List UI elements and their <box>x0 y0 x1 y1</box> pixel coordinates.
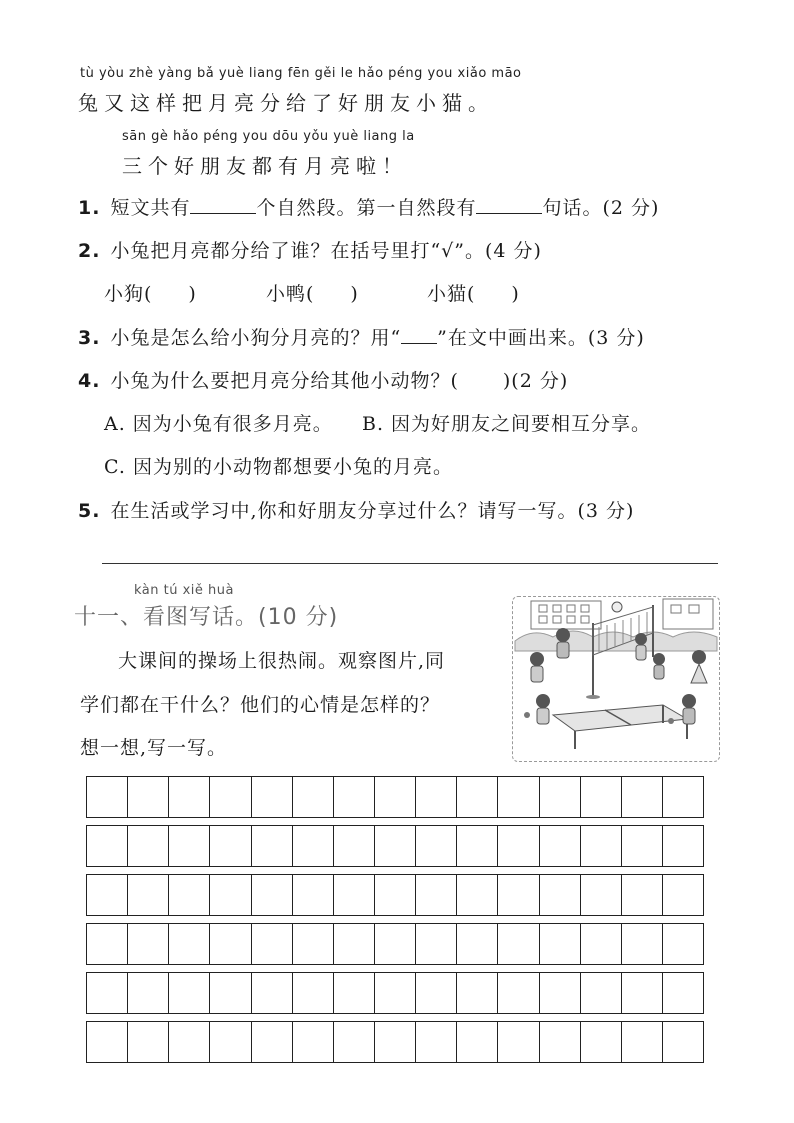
grid-row <box>86 972 704 1014</box>
grid-cell[interactable] <box>375 973 416 1013</box>
q2-option-cat[interactable] <box>427 279 520 306</box>
grid-row <box>86 923 704 965</box>
grid-cell[interactable] <box>581 924 622 964</box>
answer-blank[interactable] <box>476 199 542 214</box>
grid-cell[interactable] <box>622 875 663 915</box>
grid-cell[interactable] <box>581 1022 622 1062</box>
grid-cell[interactable] <box>87 875 128 915</box>
grid-cell[interactable] <box>128 826 169 866</box>
grid-cell[interactable] <box>87 924 128 964</box>
grid-cell[interactable] <box>540 1022 581 1062</box>
grid-cell[interactable] <box>293 1022 334 1062</box>
option-close: ) <box>350 283 359 305</box>
grid-cell[interactable] <box>169 777 210 817</box>
grid-cell[interactable] <box>581 875 622 915</box>
grid-cell[interactable] <box>663 924 703 964</box>
grid-cell[interactable] <box>540 777 581 817</box>
section11-prompt-line1: 大课间的操场上很热闹。观察图片,同 <box>118 650 446 672</box>
story-line1-pinyin: tù yòu zhè yàng bǎ yuè liang fēn gěi le hǎo péng you xiǎo māo <box>80 66 522 81</box>
grid-cell[interactable] <box>210 1022 251 1062</box>
grid-cell[interactable] <box>540 826 581 866</box>
grid-cell[interactable] <box>169 973 210 1013</box>
question-text: )(2 分) <box>502 370 569 392</box>
question-2 <box>78 236 542 263</box>
grid-cell[interactable] <box>416 875 457 915</box>
grid-cell[interactable] <box>334 875 375 915</box>
grid-row <box>86 1021 704 1063</box>
grid-cell[interactable] <box>375 924 416 964</box>
option-close: ) <box>188 283 197 305</box>
question-number: 2. <box>78 240 101 262</box>
grid-cell[interactable] <box>622 924 663 964</box>
question-text: 在生活或学习中,你和好朋友分享过什么？请写一写。(3 分) <box>110 500 635 522</box>
grid-cell[interactable] <box>581 826 622 866</box>
question-number: 4. <box>78 370 101 392</box>
grid-row <box>86 825 704 867</box>
grid-cell[interactable] <box>252 924 293 964</box>
q4-option-a: A. 因为小兔有很多月亮。 <box>104 413 333 435</box>
grid-cell[interactable] <box>663 875 703 915</box>
question-number: 3. <box>78 327 101 349</box>
grid-cell[interactable] <box>622 777 663 817</box>
grid-cell[interactable] <box>540 973 581 1013</box>
grid-cell[interactable] <box>334 973 375 1013</box>
grid-cell[interactable] <box>663 777 703 817</box>
q2-option-duck[interactable] <box>266 279 359 306</box>
grid-cell[interactable] <box>293 875 334 915</box>
grid-cell[interactable] <box>375 826 416 866</box>
grid-cell[interactable] <box>252 777 293 817</box>
grid-cell[interactable] <box>169 826 210 866</box>
grid-cell[interactable] <box>87 973 128 1013</box>
grid-cell[interactable] <box>457 826 498 866</box>
question-text: 小兔把月亮都分给了谁？在括号里打“√”。(4 分) <box>110 240 542 262</box>
grid-cell[interactable] <box>334 1022 375 1062</box>
q2-option-dog[interactable] <box>104 279 197 306</box>
grid-cell[interactable] <box>169 924 210 964</box>
grid-cell[interactable] <box>663 826 703 866</box>
grid-cell[interactable] <box>128 875 169 915</box>
grid-cell[interactable] <box>210 973 251 1013</box>
story-line2-pinyin: sān gè hǎo péng you dōu yǒu yuè liang la <box>122 129 415 144</box>
section11-pinyin: kàn tú xiě huà <box>134 583 234 598</box>
option-label: 小鸭( <box>266 283 315 305</box>
question-text: 句话。(2 分) <box>542 197 660 219</box>
grid-cell[interactable] <box>87 826 128 866</box>
grid-cell[interactable] <box>169 875 210 915</box>
grid-cell[interactable] <box>293 973 334 1013</box>
story-line2-text: 三个好朋友都有月亮啦！ <box>122 154 408 178</box>
q4-option-b: B. 因为好朋友之间要相互分享。 <box>362 413 652 435</box>
question-1 <box>78 193 659 220</box>
option-close: ) <box>511 283 520 305</box>
grid-cell[interactable] <box>252 973 293 1013</box>
grid-cell[interactable] <box>581 973 622 1013</box>
grid-cell[interactable] <box>457 1022 498 1062</box>
grid-row <box>86 776 704 818</box>
grid-cell[interactable] <box>210 777 251 817</box>
grid-cell[interactable] <box>87 1022 128 1062</box>
grid-cell[interactable] <box>375 777 416 817</box>
question-text: ”在文中画出来。(3 分) <box>437 327 645 349</box>
grid-cell[interactable] <box>457 875 498 915</box>
grid-cell[interactable] <box>622 1022 663 1062</box>
grid-cell[interactable] <box>416 973 457 1013</box>
q4-option-c: C. 因为别的小动物都想要小兔的月亮。 <box>104 456 453 478</box>
grid-cell[interactable] <box>540 875 581 915</box>
grid-cell[interactable] <box>169 1022 210 1062</box>
grid-cell[interactable] <box>210 924 251 964</box>
grid-cell[interactable] <box>293 777 334 817</box>
grid-cell[interactable] <box>252 826 293 866</box>
grid-cell[interactable] <box>210 875 251 915</box>
option-label: 小狗( <box>104 283 153 305</box>
grid-cell[interactable] <box>334 924 375 964</box>
grid-cell[interactable] <box>540 924 581 964</box>
grid-cell[interactable] <box>581 777 622 817</box>
grid-cell[interactable] <box>293 924 334 964</box>
question-4 <box>78 366 568 393</box>
question-5 <box>78 496 634 523</box>
grid-row <box>86 874 704 916</box>
grid-cell[interactable] <box>663 1022 703 1062</box>
grid-cell[interactable] <box>416 1022 457 1062</box>
grid-cell[interactable] <box>663 973 703 1013</box>
grid-cell[interactable] <box>498 777 539 817</box>
question-text: 小兔为什么要把月亮分给其他小动物？( <box>110 370 459 392</box>
grid-cell[interactable] <box>416 777 457 817</box>
grid-cell[interactable] <box>498 1022 539 1062</box>
grid-cell[interactable] <box>498 826 539 866</box>
underline-sample <box>401 329 437 344</box>
section11-title: 十一、看图写话。(10 分) <box>74 605 339 630</box>
grid-cell[interactable] <box>87 777 128 817</box>
grid-cell[interactable] <box>457 973 498 1013</box>
grid-cell[interactable] <box>128 973 169 1013</box>
playground-illustration <box>512 596 720 762</box>
question-text: 个自然段。第一自然段有 <box>256 197 477 219</box>
grid-cell[interactable] <box>293 826 334 866</box>
question-number: 1. <box>78 197 101 219</box>
grid-cell[interactable] <box>128 777 169 817</box>
section11-prompt-line2: 学们都在干什么？他们的心情是怎样的？ <box>80 694 441 716</box>
story-line1-text: 兔又这样把月亮分给了好朋友小猫。 <box>78 91 494 115</box>
grid-cell[interactable] <box>334 826 375 866</box>
grid-cell[interactable] <box>334 777 375 817</box>
grid-cell[interactable] <box>128 924 169 964</box>
option-label: 小猫( <box>427 283 476 305</box>
grid-cell[interactable] <box>498 875 539 915</box>
question-number: 5. <box>78 500 101 522</box>
question-text: 短文共有 <box>110 197 191 219</box>
question-3 <box>78 323 645 350</box>
grid-cell[interactable] <box>252 875 293 915</box>
grid-cell[interactable] <box>375 875 416 915</box>
answer-blank[interactable] <box>190 199 256 214</box>
grid-cell[interactable] <box>457 777 498 817</box>
grid-cell[interactable] <box>252 1022 293 1062</box>
grid-cell[interactable] <box>498 924 539 964</box>
grid-cell[interactable] <box>622 973 663 1013</box>
grid-cell[interactable] <box>622 826 663 866</box>
question-text: 小兔是怎么给小狗分月亮的？用“ <box>110 327 402 349</box>
grid-cell[interactable] <box>498 973 539 1013</box>
grid-cell[interactable] <box>128 1022 169 1062</box>
grid-cell[interactable] <box>375 1022 416 1062</box>
grid-cell[interactable] <box>457 924 498 964</box>
grid-cell[interactable] <box>416 826 457 866</box>
grid-cell[interactable] <box>416 924 457 964</box>
section11-prompt-line3: 想一想,写一写。 <box>80 737 228 759</box>
grid-cell[interactable] <box>210 826 251 866</box>
q5-answer-line[interactable] <box>102 563 718 564</box>
